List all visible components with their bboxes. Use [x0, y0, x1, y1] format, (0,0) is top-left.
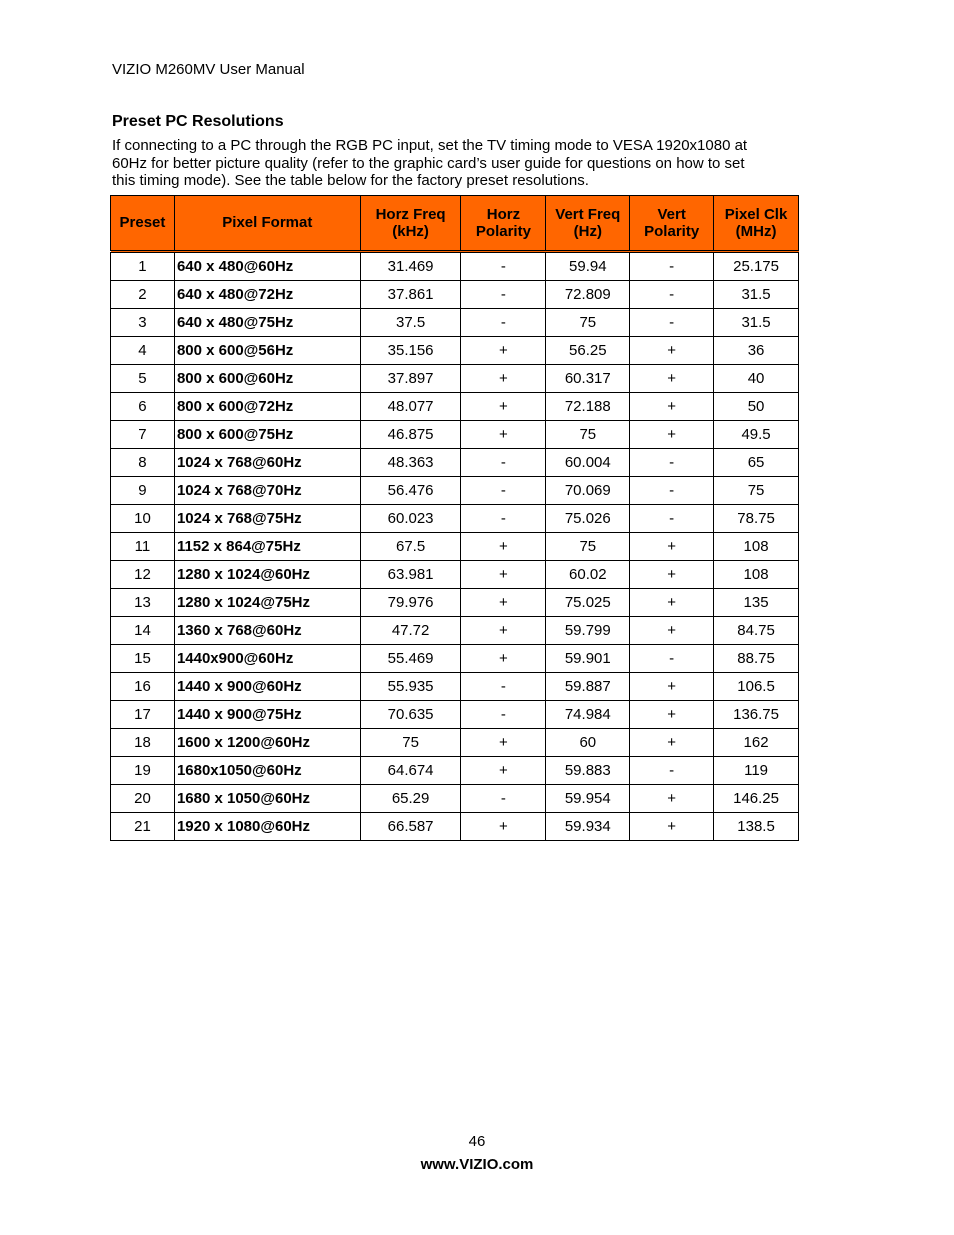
table-cell: 48.077 [360, 393, 461, 421]
table-cell: 2 [111, 281, 175, 309]
table-cell: 11 [111, 533, 175, 561]
table-row [111, 477, 799, 505]
table-row [111, 533, 799, 561]
table-cell: 25.175 [714, 252, 799, 281]
column-header-label: Polarity [644, 223, 700, 240]
column-header-label: (Hz) [573, 223, 602, 240]
table-cell: 1440 x 900@60Hz [174, 673, 360, 701]
table-cell: 800 x 600@56Hz [174, 337, 360, 365]
table-cell: 48.363 [360, 449, 461, 477]
table-cell: 75 [546, 421, 630, 449]
table-cell: 60.004 [546, 449, 630, 477]
table-row [111, 281, 799, 309]
table-cell: - [630, 449, 714, 477]
table-cell: 59.94 [546, 252, 630, 281]
table-cell: - [630, 477, 714, 505]
table-row [111, 785, 799, 813]
table-cell: 59.799 [546, 617, 630, 645]
intro-line: If connecting to a PC through the RGB PC input, set the TV timing mode to VESA 1920x1080 at [112, 137, 748, 154]
table-cell: 20 [111, 785, 175, 813]
table-cell: + [630, 729, 714, 757]
table-cell: 108 [714, 533, 799, 561]
table-cell: 75 [546, 309, 630, 337]
table-cell: 55.935 [360, 673, 461, 701]
table-cell: 1920 x 1080@60Hz [174, 813, 360, 841]
table-cell: 119 [714, 757, 799, 785]
table-cell: + [630, 365, 714, 393]
table-cell: 135 [714, 589, 799, 617]
table-cell: - [461, 449, 546, 477]
column-header-label: Vert [657, 205, 686, 223]
table-cell: 15 [111, 645, 175, 673]
table-cell: 59.883 [546, 757, 630, 785]
table-cell: + [461, 393, 546, 421]
column-header [174, 196, 360, 252]
table-row [111, 449, 799, 477]
table-cell: - [461, 281, 546, 309]
table-row [111, 393, 799, 421]
table-cell: 67.5 [360, 533, 461, 561]
table-cell: 640 x 480@75Hz [174, 309, 360, 337]
table-row [111, 365, 799, 393]
table-row [111, 673, 799, 701]
table-cell: 31.469 [360, 252, 461, 281]
table-cell: 70.069 [546, 477, 630, 505]
table-cell: + [630, 813, 714, 841]
table-cell: + [630, 561, 714, 589]
table-cell: 74.984 [546, 701, 630, 729]
table-cell: - [630, 252, 714, 281]
table-row [111, 813, 799, 841]
table-cell: 37.861 [360, 281, 461, 309]
table-cell: 1024 x 768@60Hz [174, 449, 360, 477]
table-cell: 136.75 [714, 701, 799, 729]
table-cell: - [630, 757, 714, 785]
table-cell: + [461, 813, 546, 841]
table-cell: - [461, 477, 546, 505]
table-cell: 1280 x 1024@75Hz [174, 589, 360, 617]
table-cell: 46.875 [360, 421, 461, 449]
table-cell: + [630, 673, 714, 701]
table-cell: 1440 x 900@75Hz [174, 701, 360, 729]
table-cell: 66.587 [360, 813, 461, 841]
column-header-label: Vert Freq [555, 205, 621, 223]
table-cell: 37.5 [360, 309, 461, 337]
table-row [111, 729, 799, 757]
table-cell: 70.635 [360, 701, 461, 729]
table-cell: 14 [111, 617, 175, 645]
table-cell: + [630, 337, 714, 365]
table-cell: 1024 x 768@70Hz [174, 477, 360, 505]
table-cell: - [461, 252, 546, 281]
table-cell: 31.5 [714, 309, 799, 337]
table-row [111, 645, 799, 673]
table-cell: - [630, 309, 714, 337]
table-cell: - [630, 281, 714, 309]
table-cell: 12 [111, 561, 175, 589]
table-cell: 84.75 [714, 617, 799, 645]
table-cell: 60 [546, 729, 630, 757]
table-cell: + [461, 645, 546, 673]
table-row [111, 337, 799, 365]
table-cell: 60.317 [546, 365, 630, 393]
table-cell: 138.5 [714, 813, 799, 841]
table-row [111, 561, 799, 589]
table-cell: 35.156 [360, 337, 461, 365]
section-title: Preset PC Resolutions [112, 113, 284, 130]
table-header-row [111, 196, 799, 252]
table-cell: 4 [111, 337, 175, 365]
table-cell: 13 [111, 589, 175, 617]
table-cell: + [461, 729, 546, 757]
column-header-label: Preset [119, 214, 166, 232]
table-cell: 75.025 [546, 589, 630, 617]
header-title: VIZIO M260MV User Manual [112, 61, 305, 78]
table-cell: 60.02 [546, 561, 630, 589]
table-cell: 800 x 600@60Hz [174, 365, 360, 393]
table-cell: + [461, 617, 546, 645]
table-cell: 72.188 [546, 393, 630, 421]
table-cell: 75 [360, 729, 461, 757]
table-cell: + [461, 337, 546, 365]
table-cell: 1440x900@60Hz [174, 645, 360, 673]
table-cell: + [461, 365, 546, 393]
table-cell: 640 x 480@60Hz [174, 252, 360, 281]
table-cell: - [630, 645, 714, 673]
column-header [111, 196, 175, 252]
table-cell: 59.954 [546, 785, 630, 813]
table-cell: 55.469 [360, 645, 461, 673]
table-cell: + [461, 757, 546, 785]
table-cell: 3 [111, 309, 175, 337]
table-cell: 1600 x 1200@60Hz [174, 729, 360, 757]
table-cell: 8 [111, 449, 175, 477]
table-cell: - [461, 505, 546, 533]
table-cell: 78.75 [714, 505, 799, 533]
table-row [111, 617, 799, 645]
table-cell: - [461, 785, 546, 813]
page-number: 46 [468, 1133, 486, 1150]
table-cell: 106.5 [714, 673, 799, 701]
table-cell: 1152 x 864@75Hz [174, 533, 360, 561]
website-url: www.VIZIO.com [420, 1156, 534, 1173]
table-cell: - [461, 673, 546, 701]
table-cell: + [461, 561, 546, 589]
table-cell: + [461, 421, 546, 449]
column-header-label: Pixel Clk [724, 205, 788, 223]
table-cell: 40 [714, 365, 799, 393]
column-header [714, 196, 799, 252]
table-cell: 800 x 600@75Hz [174, 421, 360, 449]
table-cell: 37.897 [360, 365, 461, 393]
table-cell: 59.934 [546, 813, 630, 841]
column-header-label: Horz Freq [375, 205, 446, 223]
table-cell: 16 [111, 673, 175, 701]
table-cell: 19 [111, 757, 175, 785]
table-cell: - [461, 309, 546, 337]
table-cell: 10 [111, 505, 175, 533]
table-cell: - [630, 505, 714, 533]
column-header-label: Pixel Format [222, 214, 313, 232]
column-header [360, 196, 461, 252]
table-cell: 60.023 [360, 505, 461, 533]
table-cell: + [461, 589, 546, 617]
table-cell: 65.29 [360, 785, 461, 813]
table-cell: + [630, 617, 714, 645]
table-cell: 75.026 [546, 505, 630, 533]
table-cell: 79.976 [360, 589, 461, 617]
table-cell: 56.476 [360, 477, 461, 505]
table-cell: 64.674 [360, 757, 461, 785]
table-cell: 6 [111, 393, 175, 421]
table-cell: 108 [714, 561, 799, 589]
table-cell: 1280 x 1024@60Hz [174, 561, 360, 589]
table-cell: 50 [714, 393, 799, 421]
table-cell: 17 [111, 701, 175, 729]
column-header-label: Horz [486, 205, 521, 223]
table-cell: 59.887 [546, 673, 630, 701]
column-header [461, 196, 546, 252]
column-header [630, 196, 714, 252]
table-cell: 75 [546, 533, 630, 561]
table-cell: 59.901 [546, 645, 630, 673]
table-cell: 36 [714, 337, 799, 365]
table-row [111, 252, 799, 281]
table-cell: 7 [111, 421, 175, 449]
column-header-label: Polarity [475, 223, 531, 240]
table-cell: 65 [714, 449, 799, 477]
table-row [111, 701, 799, 729]
table-cell: + [630, 421, 714, 449]
table-cell: 1680 x 1050@60Hz [174, 785, 360, 813]
column-header [546, 196, 630, 252]
column-header-label: (kHz) [392, 223, 429, 240]
table-cell: + [630, 393, 714, 421]
table-row [111, 589, 799, 617]
table-cell: 47.72 [360, 617, 461, 645]
intro-line: 60Hz for better picture quality (refer to the graphic card’s user guide for questions on how to set [112, 154, 745, 172]
table-cell: + [630, 701, 714, 729]
table-row [111, 757, 799, 785]
table-cell: 640 x 480@72Hz [174, 281, 360, 309]
table-cell: 146.25 [714, 785, 799, 813]
table-cell: 9 [111, 477, 175, 505]
table-cell: 5 [111, 365, 175, 393]
table-cell: 63.981 [360, 561, 461, 589]
table-cell: 1024 x 768@75Hz [174, 505, 360, 533]
table-cell: 18 [111, 729, 175, 757]
table-cell: 88.75 [714, 645, 799, 673]
table-cell: 162 [714, 729, 799, 757]
table-cell: 49.5 [714, 421, 799, 449]
table-cell: 75 [714, 477, 799, 505]
table-cell: 72.809 [546, 281, 630, 309]
table-cell: 800 x 600@72Hz [174, 393, 360, 421]
intro-paragraph [112, 137, 792, 190]
table-cell: 31.5 [714, 281, 799, 309]
table-row [111, 309, 799, 337]
table-cell: 1360 x 768@60Hz [174, 617, 360, 645]
table-cell: - [461, 701, 546, 729]
table-cell: 56.25 [546, 337, 630, 365]
table-cell: + [630, 533, 714, 561]
table-cell: + [630, 785, 714, 813]
table-cell: 21 [111, 813, 175, 841]
table-cell: 1680x1050@60Hz [174, 757, 360, 785]
table-cell: 1 [111, 252, 175, 281]
preset-resolutions-table [110, 195, 799, 841]
table-row [111, 421, 799, 449]
intro-line: this timing mode). See the table below for the factory preset resolutions. [112, 172, 589, 189]
table-cell: + [630, 589, 714, 617]
table-cell: + [461, 533, 546, 561]
column-header-label: (MHz) [735, 223, 777, 240]
table-row [111, 505, 799, 533]
